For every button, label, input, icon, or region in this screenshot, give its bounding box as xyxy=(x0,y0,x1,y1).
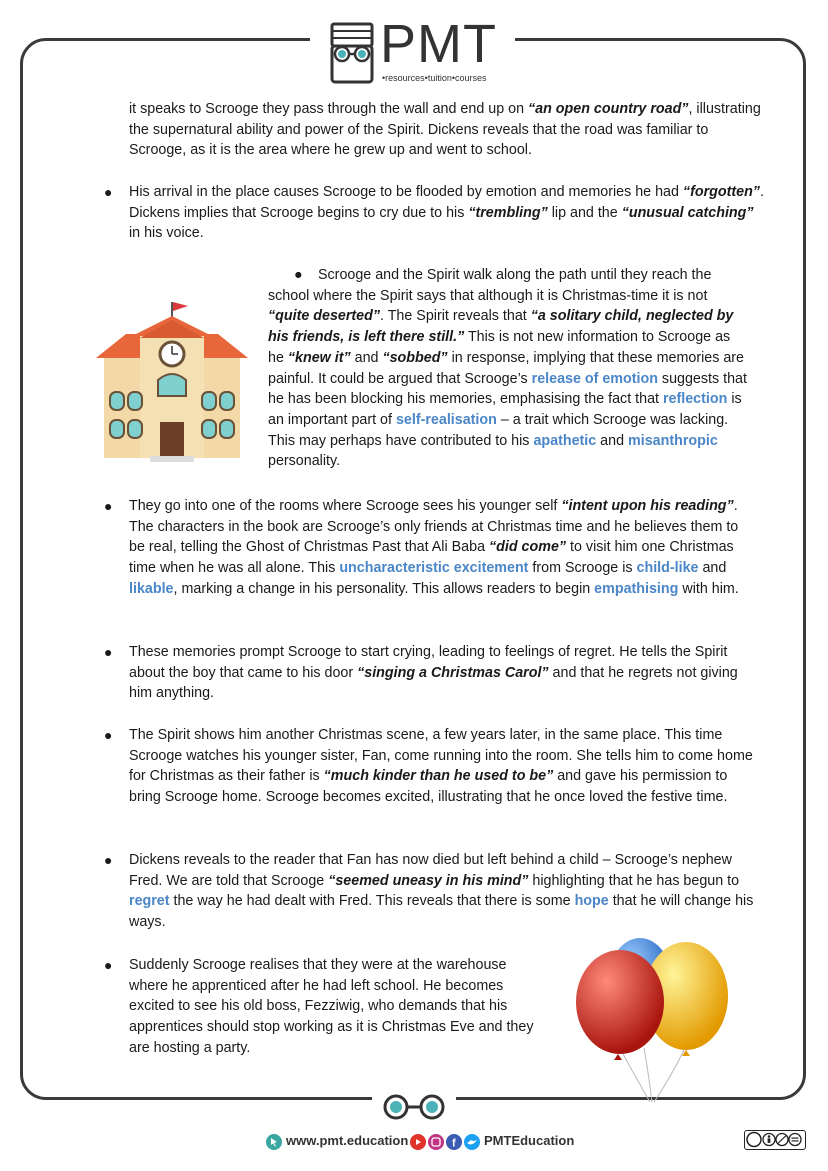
social-handle[interactable]: PMTEducation xyxy=(484,1133,575,1148)
bullet: ● xyxy=(104,644,113,660)
paragraph-1: it speaks to Scrooge they pass through the wall and end up on “an open country road”, illustrating the supernatural ability and power of the Spirit. Dickens reveals that the road was familiar to Scrooge, as it is the area where he grew up and went to school. xyxy=(129,101,761,159)
cursor-icon xyxy=(266,1134,282,1150)
social-icons xyxy=(410,1134,480,1150)
glasses-icon xyxy=(378,1094,450,1120)
bullet: ● xyxy=(104,957,113,973)
instagram-icon xyxy=(428,1134,444,1150)
bullet: ● xyxy=(294,267,303,283)
bullet: ● xyxy=(104,498,113,514)
website-link[interactable]: www.pmt.education xyxy=(286,1133,409,1148)
creative-commons-badge xyxy=(744,1130,806,1150)
paragraph-5: These memories prompt Scrooge to start crying, leading to feelings of regret. He tells the Spirit about the boy that came to his door “singing a Christmas Carol” and that he regrets not giving him anything. xyxy=(129,644,738,702)
paragraph-2: His arrival in the place causes Scrooge to be flooded by emotion and memories he had “forgotten”. Dickens implies that Scrooge begins to cry due to his “trembling” lip and the “unusual catching” in his voice. xyxy=(129,184,764,242)
svg-text:f: f xyxy=(452,1137,456,1150)
footer xyxy=(0,1128,828,1158)
bullet: ● xyxy=(104,727,113,743)
cc-by-nc-nd-icon xyxy=(745,1131,804,1148)
paragraph-4: They go into one of the rooms where Scrooge sees his younger self “intent upon his reading”. The characters in the book are Scrooge’s only friends at Christmas time and he believes them to be real, telling the Ghost of Christmas Past that Ali Baba “did come” to visit him one Christmas time when he was all alone. This uncharacteristic excitement from Scrooge is child-like and likable, marking a change in his personality. This allows readers to begin empathising with him. xyxy=(129,498,739,597)
paragraph-7: Dickens reveals to the reader that Fan has now died but left behind a child – Scrooge’s nephew Fred. We are told that Scrooge “seemed uneasy in his mind” highlighting that he has begun to regret the way he had dealt with Fred. This reveals that there is some hope that he will change his ways. xyxy=(129,852,754,931)
logo-subtitle: •resources•tuition•courses xyxy=(382,73,487,83)
school-building-image xyxy=(96,298,248,464)
paragraph-8: Suddenly Scrooge realises that they were at the warehouse where he apprenticed after he had left school. He becomes excited to see his old boss, Fezziwig, who demands that his apprentices should stop working as it is Christmas Eve and they are hosting a party. xyxy=(129,957,534,1056)
balloons-image xyxy=(574,930,734,1108)
bullet: ● xyxy=(104,852,113,868)
logo-text: PMT xyxy=(380,14,497,74)
paragraph-3: ● Scrooge and the Spirit walk along the path until they reach the school where the Spirit says that although it is Christmas-time it is not “quite deserted”. The Spirit reveals that “a solitary child, neglected by his friends, is left there still.” This is not new information to Scrooge as he “knew it” and “sobbed” in response, implying that these memories are painful. It could be argued that Scrooge’s release of emotion suggests that he has been blocking his memories, emphasising the fact that reflection is an important part of self-realisation – a trait which Scrooge was lacking. This may perhaps have contributed to his apathetic and misanthropic personality. xyxy=(268,267,747,470)
paragraph-6: The Spirit shows him another Christmas scene, a few years later, in the same place. This time Scrooge watches his younger sister, Fan, come running into the room. She tells him to come home for Christmas as their father is “much kinder than he used to be” and gave his permission to bring Scrooge home. Scrooge becomes excited, illustrating that he once loved the festive time. xyxy=(129,727,753,806)
bullet: ● xyxy=(104,184,113,200)
